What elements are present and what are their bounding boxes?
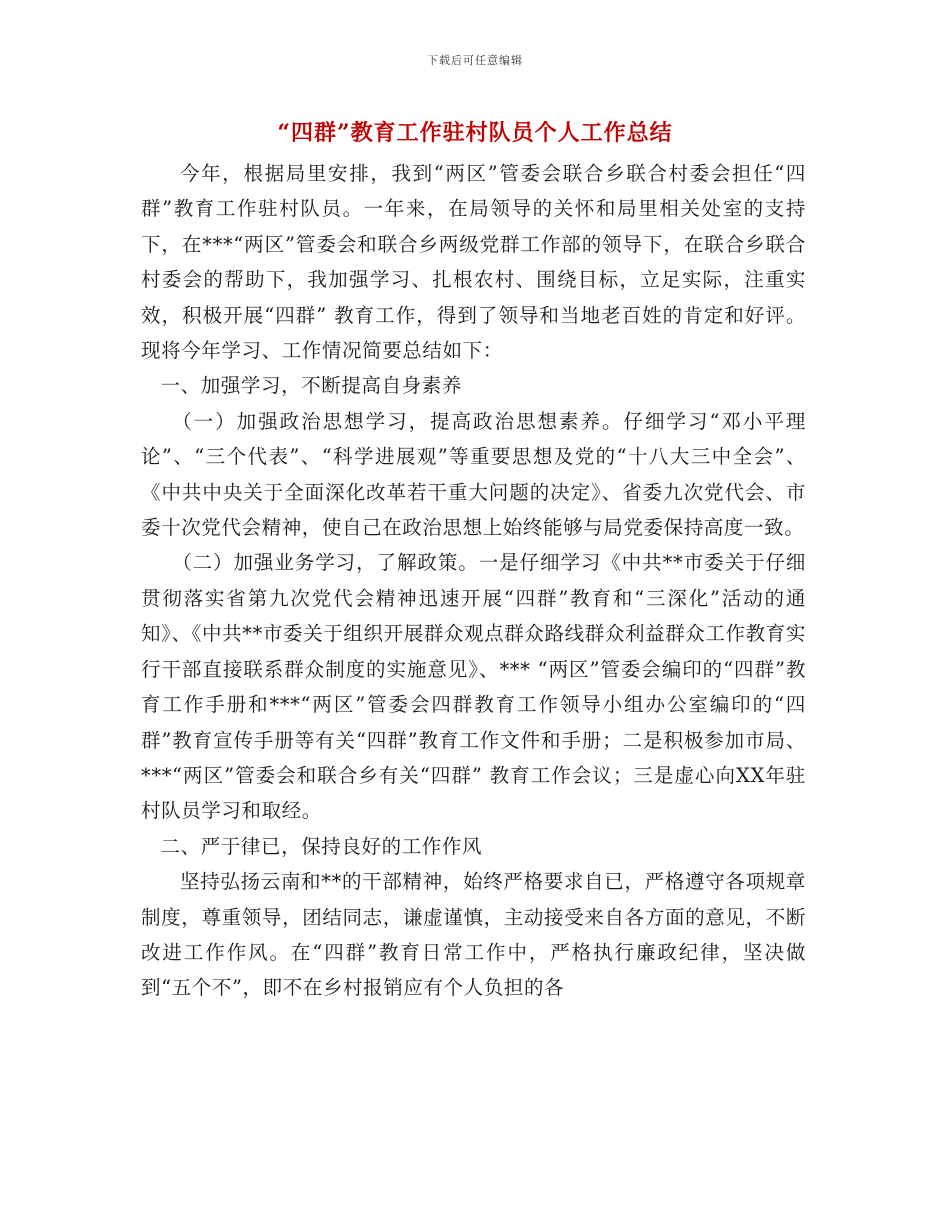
section-heading-1: 一、加强学习，不断提高自身素养 (160, 374, 463, 398)
document-title: “四群”教育工作驻村队员个人工作总结 (277, 120, 673, 146)
section-heading-2: 二、严于律已，保持良好的工作作风 (160, 834, 483, 858)
paragraph-intro: 今年，根据局里安排，我到“两区”管委会联合乡联合村委会担任“四群”教育工作驻村队员。一年来，在局领导的关怀和局里相关处室的支持下，在***“两区”管委会和联合乡两级党群工作部的领导下，在联合乡联合村委会的帮助下，我加强学习、扎根农村、围绕目标，立足实际，注重实效，积极开展“四群” 教育工作，得到了领导和当地老百姓的肯定和好评。现将今年学习、工作情况简要总结如下： (141, 162, 806, 363)
document-body (141, 156, 806, 1006)
paragraph-work-style: 坚持弘扬云南和**的干部精神，始终严格要求自已，严格遵守各项规章制度，尊重领导，团结同志，谦虚谨慎，主动接受来自各方面的意见，不断改进工作作风。在“四群”教育日常工作中，严格执行廉政纪律，坚决做到“五个不”，即不在乡村报销应有个人负担的各 (141, 870, 806, 1000)
paragraph-political-study: （一）加强政治思想学习，提高政治思想素养。仔细学习“邓小平理论”、“三个代表”、“科学进展观”等重要思想及党的“十八大三中全会”、《中共中央关于全面深化改革若干重大问题的决定》、省委九次党代会、市委十次党代会精神，使自己在政治思想上始终能够与局党委保持高度一致。 (141, 409, 806, 540)
paragraph-business-study: （二）加强业务学习，了解政策。一是仔细学习《中共**市委关于仔细贯彻落实省第九次党代会精神迅速开展“四群”教育和“三深化”活动的通知》、《中共**市委关于组织开展群众观点群众路线群众利益群众工作教育实行干部直接联系群众制度的实施意见》、*** “两区”管委会编印的“四群”教育工作手册和***“两区”管委会四群教育工作领导小组办公室编印的“四群”教育宣传手册等有关“四群”教育工作文件和手册；二是积极参加市局、***“两区”管委会和联合乡有关“四群” 教育工作会议；三是虚心向XX年驻村队员学习和取经。 (141, 551, 806, 823)
header-note: 下载后可任意编辑 (427, 54, 523, 67)
